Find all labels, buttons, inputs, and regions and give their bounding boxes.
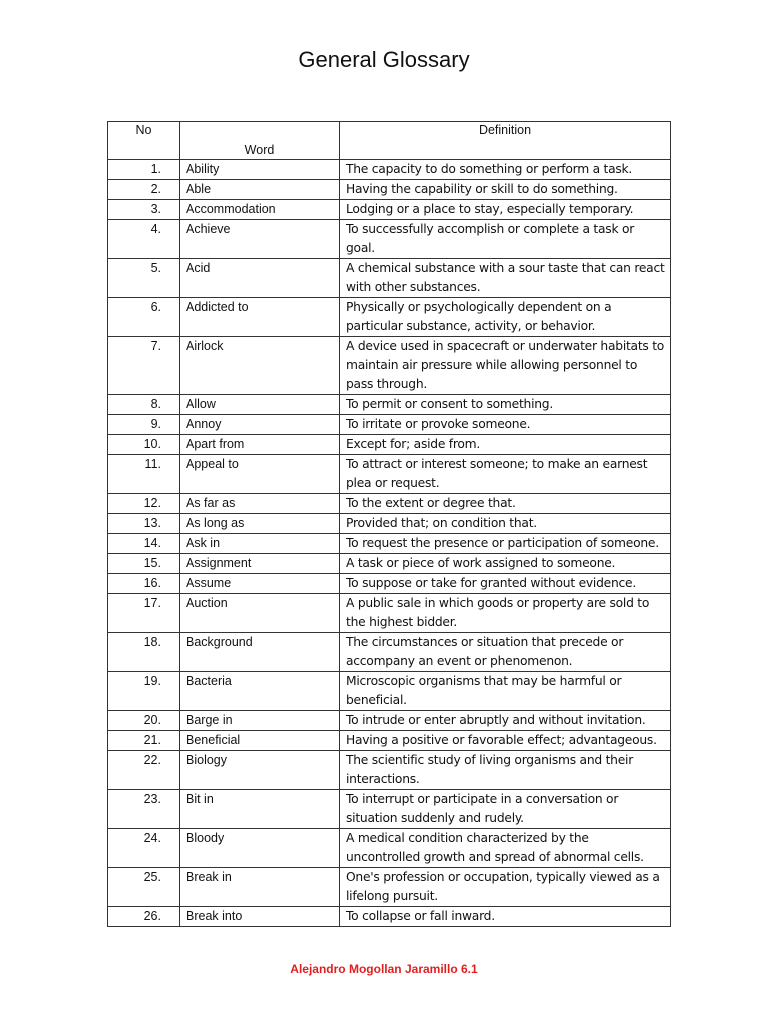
row-number: 21.: [108, 731, 180, 751]
row-word: Biology: [180, 751, 340, 790]
row-number: 26.: [108, 907, 180, 927]
table-row: [108, 790, 671, 829]
row-word: Barge in: [180, 711, 340, 731]
row-word: Beneficial: [180, 731, 340, 751]
row-number: 14.: [108, 534, 180, 554]
row-definition: Having a positive or favorable effect; advantageous.: [340, 731, 671, 751]
row-definition: A device used in spacecraft or underwater habitats to maintain air pressure while allowing personnel to pass through.: [340, 337, 671, 395]
row-word: Assume: [180, 574, 340, 594]
row-number: 22.: [108, 751, 180, 790]
header-definition: Definition: [340, 122, 671, 160]
row-definition: To the extent or degree that.: [340, 494, 671, 514]
row-definition: To suppose or take for granted without evidence.: [340, 574, 671, 594]
row-definition: Provided that; on condition that.: [340, 514, 671, 534]
row-word: Airlock: [180, 337, 340, 395]
row-definition: To interrupt or participate in a conversation or situation suddenly and rudely.: [340, 790, 671, 829]
row-number: 13.: [108, 514, 180, 534]
table-row: [108, 259, 671, 298]
page-title: General Glossary: [298, 47, 470, 72]
row-number: 12.: [108, 494, 180, 514]
row-definition: Physically or psychologically dependent on a particular substance, activity, or behavior.: [340, 298, 671, 337]
table-row: [108, 395, 671, 415]
table-row: [108, 514, 671, 534]
row-definition: To collapse or fall inward.: [340, 907, 671, 927]
table-row: [108, 829, 671, 868]
row-word: Auction: [180, 594, 340, 633]
row-definition: Microscopic organisms that may be harmful or beneficial.: [340, 672, 671, 711]
row-word: Apart from: [180, 435, 340, 455]
row-definition: To irritate or provoke someone.: [340, 415, 671, 435]
table-row: [108, 415, 671, 435]
row-definition: Lodging or a place to stay, especially temporary.: [340, 200, 671, 220]
table-row: [108, 633, 671, 672]
row-word: Break in: [180, 868, 340, 907]
table-row: [108, 554, 671, 574]
row-word: As long as: [180, 514, 340, 534]
row-word: Bacteria: [180, 672, 340, 711]
table-row: [108, 907, 671, 927]
row-number: 4.: [108, 220, 180, 259]
table-row: [108, 751, 671, 790]
table-row: [108, 731, 671, 751]
row-word: Achieve: [180, 220, 340, 259]
row-definition: The capacity to do something or perform a task.: [340, 160, 671, 180]
row-definition: To permit or consent to something.: [340, 395, 671, 415]
row-number: 5.: [108, 259, 180, 298]
row-number: 2.: [108, 180, 180, 200]
row-number: 6.: [108, 298, 180, 337]
row-word: Background: [180, 633, 340, 672]
row-number: 19.: [108, 672, 180, 711]
table-row: [108, 200, 671, 220]
row-number: 15.: [108, 554, 180, 574]
table-row: [108, 455, 671, 494]
glossary-table: [107, 121, 671, 927]
row-number: 16.: [108, 574, 180, 594]
row-number: 18.: [108, 633, 180, 672]
row-definition: The circumstances or situation that precede or accompany an event or phenomenon.: [340, 633, 671, 672]
row-number: 17.: [108, 594, 180, 633]
table-row: [108, 220, 671, 259]
header-word: Word: [180, 122, 340, 160]
table-row: [108, 594, 671, 633]
row-number: 8.: [108, 395, 180, 415]
row-definition: The scientific study of living organisms and their interactions.: [340, 751, 671, 790]
row-word: Addicted to: [180, 298, 340, 337]
table-row: [108, 160, 671, 180]
row-definition: To attract or interest someone; to make an earnest plea or request.: [340, 455, 671, 494]
row-definition: Having the capability or skill to do something.: [340, 180, 671, 200]
row-definition: To request the presence or participation of someone.: [340, 534, 671, 554]
row-word: Accommodation: [180, 200, 340, 220]
row-word: Annoy: [180, 415, 340, 435]
row-definition: A medical condition characterized by the uncontrolled growth and spread of abnormal cells.: [340, 829, 671, 868]
table-row: [108, 868, 671, 907]
row-word: Ask in: [180, 534, 340, 554]
row-number: 23.: [108, 790, 180, 829]
table-row: [108, 298, 671, 337]
row-definition: To intrude or enter abruptly and without invitation.: [340, 711, 671, 731]
table-row: [108, 435, 671, 455]
row-definition: A chemical substance with a sour taste that can react with other substances.: [340, 259, 671, 298]
table-row: [108, 180, 671, 200]
row-word: Break into: [180, 907, 340, 927]
table-row: [108, 672, 671, 711]
row-definition: A task or piece of work assigned to someone.: [340, 554, 671, 574]
row-word: As far as: [180, 494, 340, 514]
header-row: [108, 122, 671, 160]
row-number: 25.: [108, 868, 180, 907]
table-row: [108, 711, 671, 731]
row-definition: A public sale in which goods or property are sold to the highest bidder.: [340, 594, 671, 633]
row-definition: One's profession or occupation, typically viewed as a lifelong pursuit.: [340, 868, 671, 907]
header-no: No: [108, 122, 180, 160]
table-row: [108, 494, 671, 514]
row-word: Ability: [180, 160, 340, 180]
row-definition: To successfully accomplish or complete a task or goal.: [340, 220, 671, 259]
author-footer: Alejandro Mogollan Jaramillo 6.1: [290, 962, 478, 976]
row-number: 20.: [108, 711, 180, 731]
row-word: Able: [180, 180, 340, 200]
row-word: Appeal to: [180, 455, 340, 494]
table-row: [108, 337, 671, 395]
row-word: Assignment: [180, 554, 340, 574]
table-row: [108, 574, 671, 594]
row-definition: Except for; aside from.: [340, 435, 671, 455]
row-word: Acid: [180, 259, 340, 298]
row-number: 24.: [108, 829, 180, 868]
row-number: 11.: [108, 455, 180, 494]
table-row: [108, 534, 671, 554]
row-number: 9.: [108, 415, 180, 435]
row-number: 10.: [108, 435, 180, 455]
row-word: Allow: [180, 395, 340, 415]
row-number: 7.: [108, 337, 180, 395]
row-number: 1.: [108, 160, 180, 180]
row-word: Bloody: [180, 829, 340, 868]
row-number: 3.: [108, 200, 180, 220]
row-word: Bit in: [180, 790, 340, 829]
